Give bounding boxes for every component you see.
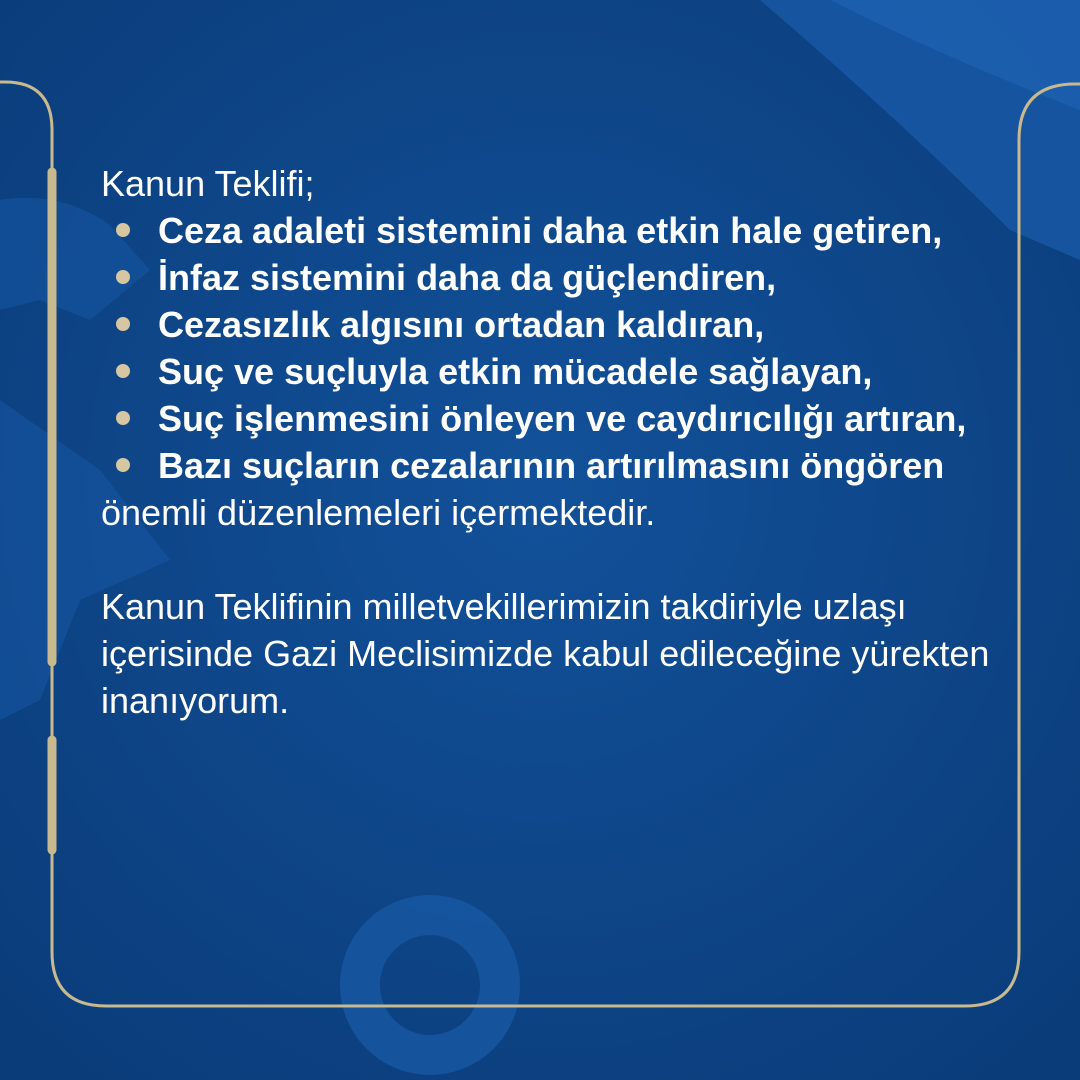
bullet-dot-icon	[116, 317, 130, 331]
bullet-item	[101, 442, 1001, 489]
paragraph-spacer	[101, 536, 1001, 583]
conclusion-paragraph: Kanun Teklifinin milletvekillerimizin takdiriyle uzlaşı içerisinde Gazi Meclisimizde kabul edileceğine yürekten inanıyorum.	[101, 586, 990, 721]
bullet-text: Suç ve suçluyla etkin mücadele sağlayan,	[158, 351, 873, 392]
bullet-text: İnfaz sistemini daha da güçlendiren,	[158, 257, 777, 298]
bullet-item	[101, 207, 1001, 254]
bullet-dot-icon	[116, 411, 130, 425]
bullet-text: Suç işlenmesini önleyen ve caydırıcılığı artıran,	[158, 398, 967, 439]
bullet-dot-icon	[116, 364, 130, 378]
bullet-list	[101, 207, 1001, 489]
bullet-text: Bazı suçların cezalarının artırılmasını öngören	[158, 445, 945, 486]
bullet-item	[101, 395, 1001, 442]
bullet-item	[101, 348, 1001, 395]
bullet-dot-icon	[116, 270, 130, 284]
intro-line: Kanun Teklifi;	[101, 163, 315, 204]
bullet-dot-icon	[116, 223, 130, 237]
bullet-text: Ceza adaleti sistemini daha etkin hale getiren,	[158, 210, 943, 251]
bullet-item	[101, 254, 1001, 301]
post-text	[101, 160, 1001, 724]
bullet-text: Cezasızlık algısını ortadan kaldıran,	[158, 304, 765, 345]
bullet-dot-icon	[116, 458, 130, 472]
bullet-item	[101, 301, 1001, 348]
closing-line: önemli düzenlemeleri içermektedir.	[101, 492, 656, 533]
